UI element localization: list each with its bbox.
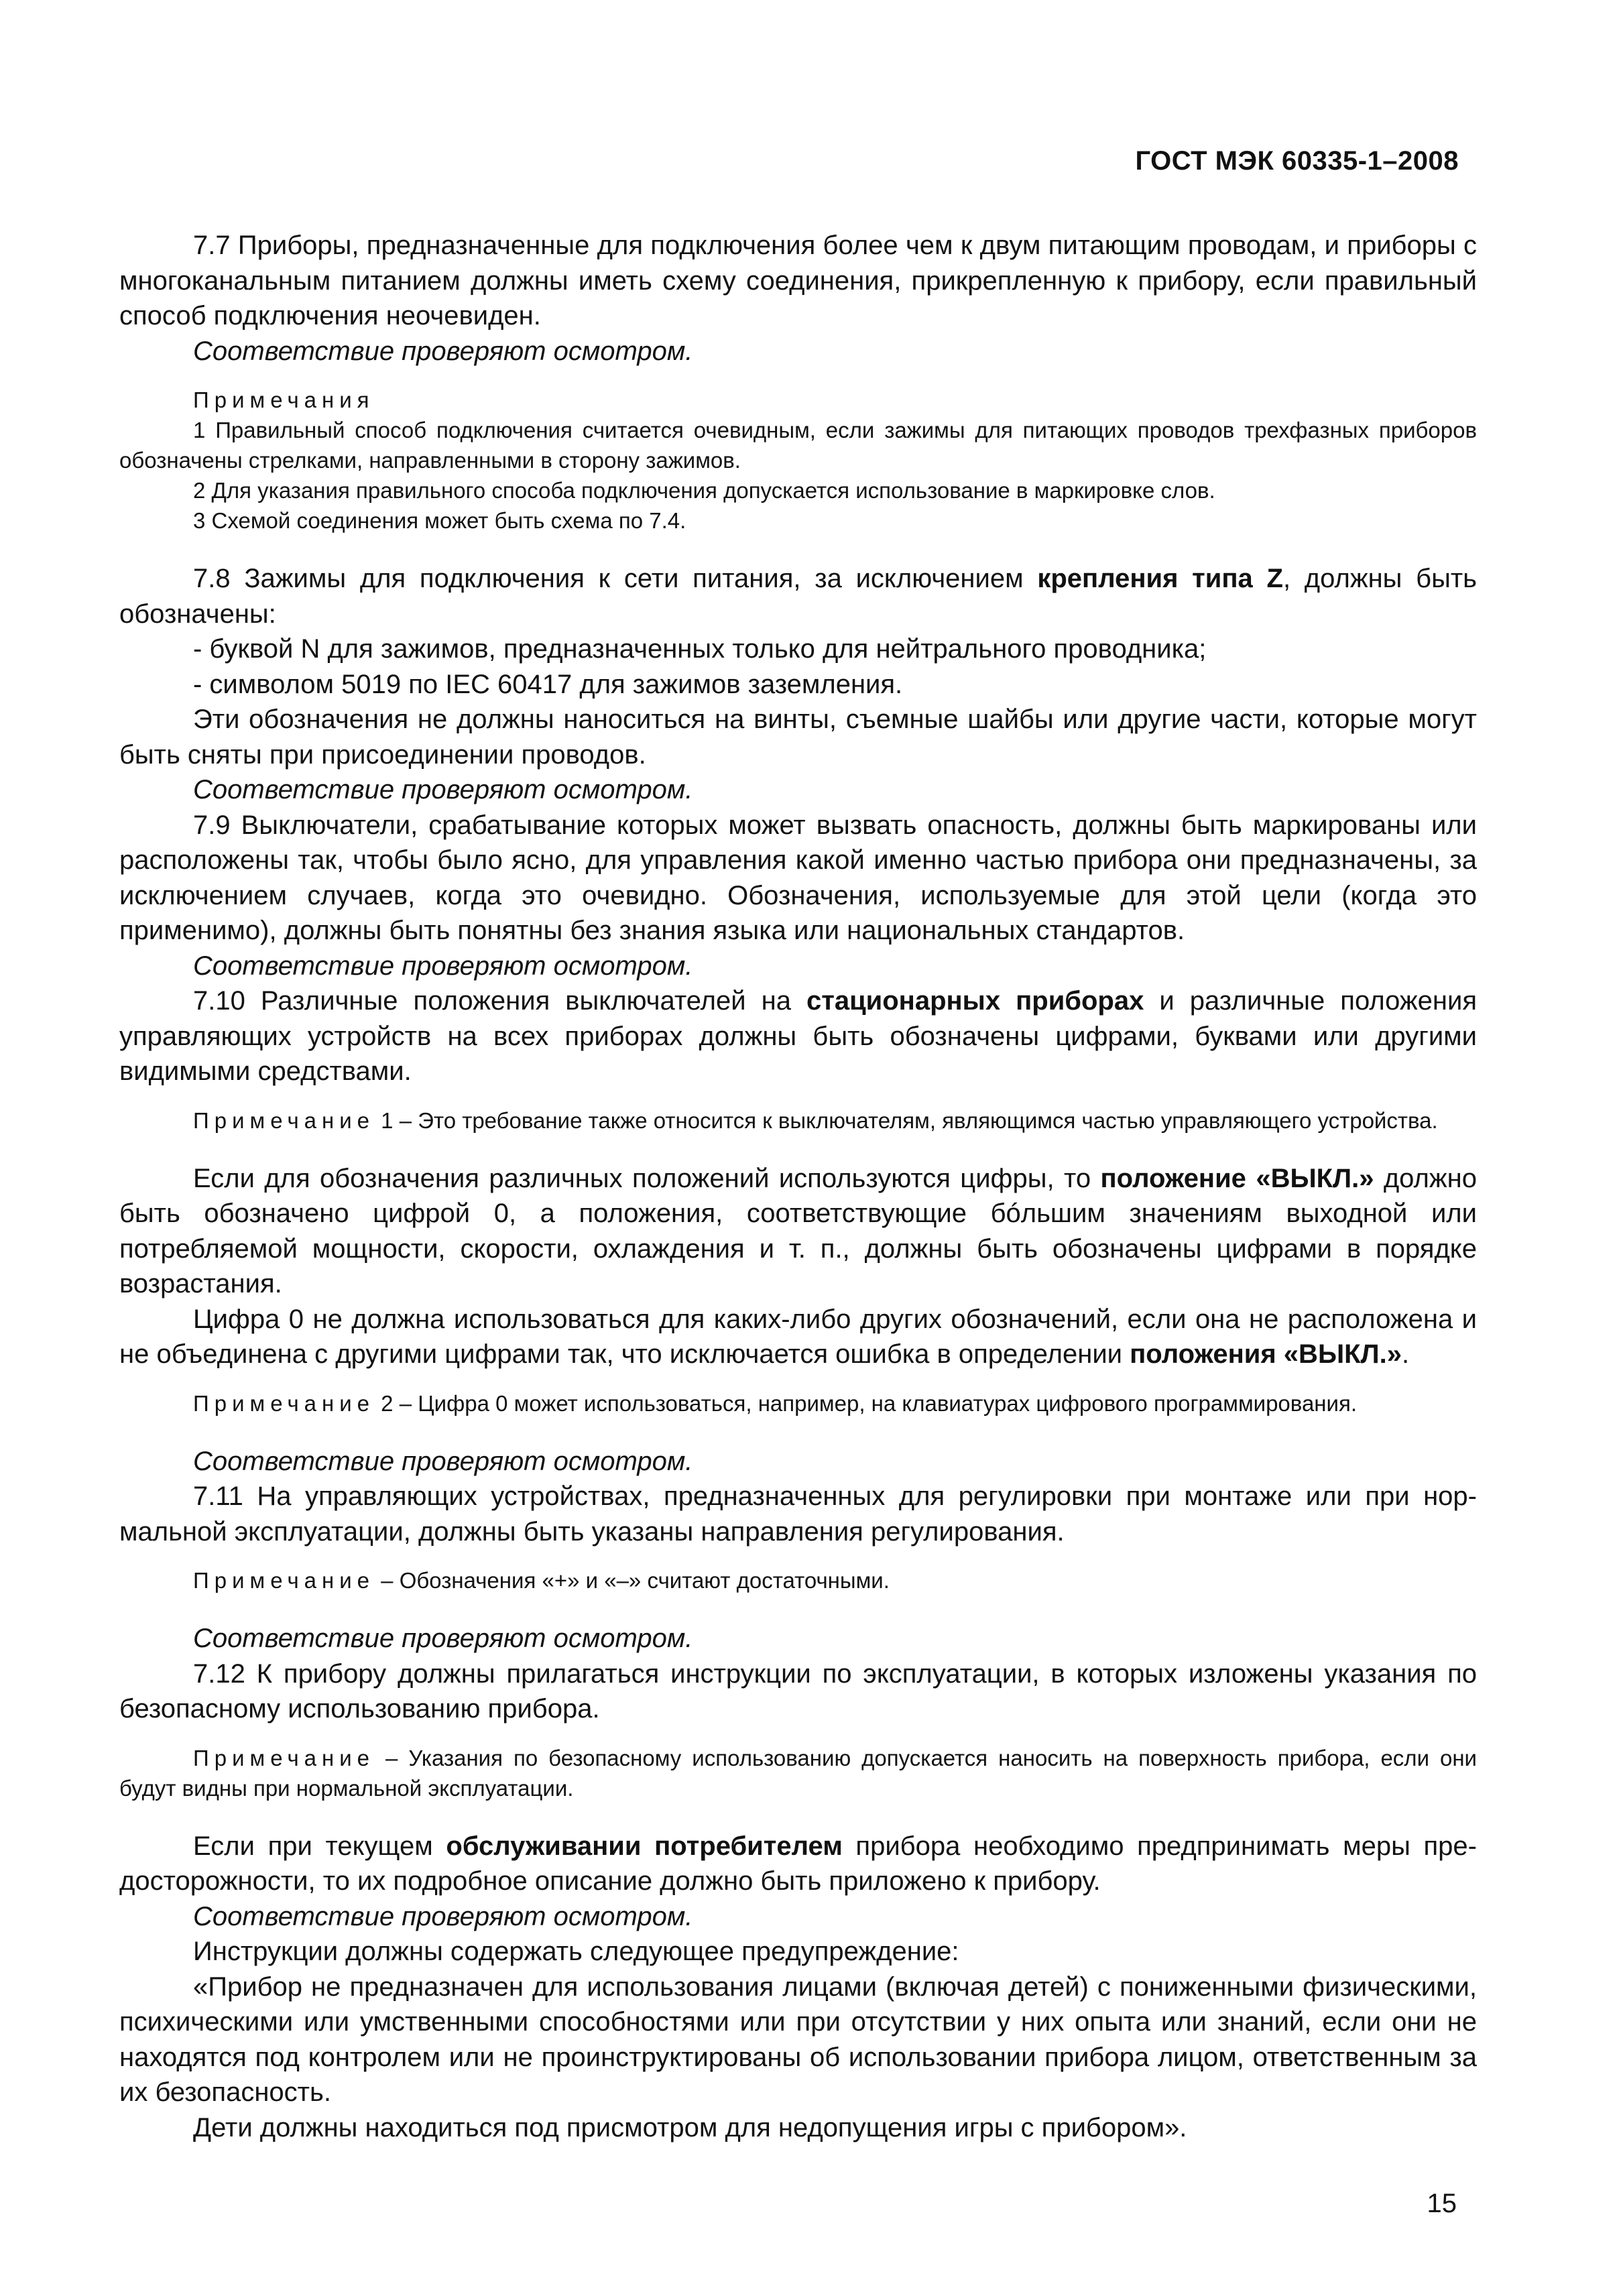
clause-7-12-warning-1: «Прибор не предназначен для использования лицами (включая детей) с пониженными физическими, психическими или умственными способностями или при отсутствии у них опыта или знаний, если они не находятся под контролем или не проинструктированы об использовании прибора лицом, ответственным за их безопасность.	[119, 1972, 1477, 2107]
note-label: Примечание	[193, 1390, 375, 1416]
clause-7-7-note-2: 2 Для указания правильного способа подключения допускается использование в маркировке слов.	[193, 478, 1215, 503]
para-a-after: прибора необходимо предпринимать меры предосторожности, то их подробное описание должно быть приложено к прибору.	[119, 1831, 1477, 1896]
clause-7-9-text: 7.9 Выключатели, срабатывание которых может вызвать опасность, должны быть маркированы или расположены так, чтобы было ясно, для управления какой именно частью прибора они предназначены, за исключением случаев, когда это очевидно. Обозначения, используемые для этой цели (когда это применимо), должны быть понятны без знания языка или национальных стандартов.	[119, 810, 1477, 945]
note-text: – Указания по безопасному использованию допускается наносить на поверхность прибора, если они будут видны при нормальной эксплуатации.	[119, 1745, 1477, 1801]
clause-7-10-text-before: 7.10 Различные положения выключателей на	[193, 986, 806, 1016]
para-a-before: Если для обозначения различных положений используются цифры, то	[193, 1163, 1101, 1193]
clause-7-10-note-1	[119, 1105, 1477, 1136]
clause-7-8-extra: Эти обозначения не должны наноситься на винты, съемные шайбы или другие части, которые могут быть сняты при присоединении проводов.	[119, 705, 1477, 770]
clause-7-11-check: Соответствие проверяют осмотром.	[193, 1624, 693, 1653]
clause-7-7-check: Соответствие проверяют осмотром.	[193, 336, 693, 366]
para-a-bold: положение «ВЫКЛ.»	[1100, 1163, 1374, 1193]
clause-7-10-check: Соответствие проверяют осмотром.	[193, 1446, 693, 1476]
clause-7-12-para-a	[119, 1829, 1477, 1899]
note-label: Примечание	[193, 1107, 375, 1133]
clause-7-10-note-2	[119, 1388, 1477, 1418]
clause-7-10-para-b	[119, 1302, 1477, 1372]
clause-7-7-text: 7.7 Приборы, предназначенные для подключения более чем к двум питающим проводам, и приборы с многоканальным питанием должны иметь схему соединения, прикрепленную к прибору, если правильный способ подключения неочевиден.	[119, 231, 1477, 330]
clause-7-10-text-after: и различные положения управляющих устройств на всех приборах должны быть обозначены цифрами, буквами или другими видимыми средствами.	[119, 986, 1478, 1086]
note-label: Примечание	[193, 1568, 375, 1593]
note-text: – Обозначения «+» и «–» считают достаточными.	[375, 1568, 890, 1593]
clause-7-8-text-after: , должны быть обозначены:	[119, 564, 1477, 629]
clause-7-10-bold-term: стационарных приборах	[806, 986, 1144, 1016]
clause-7-7-notes-heading: Примечания	[193, 387, 375, 412]
clause-7-8-text	[119, 561, 1477, 631]
clause-7-8-item-2: - символом 5019 по IEC 60417 для зажимов заземления.	[193, 669, 903, 699]
para-b-bold: положения «ВЫКЛ.»	[1130, 1339, 1402, 1369]
clause-7-10-para-a	[119, 1161, 1477, 1302]
clause-7-12-warning-2: Дети должны находиться под присмотром для недопущения игры с прибором».	[193, 2112, 1187, 2142]
para-a-after: должно быть обозначено цифрой 0, а положения, соответствующие бóльшим значениям выходной или потребляемой мощности, скорости, охлаждения и т. п., должны быть обозначены цифрами в порядке возрастания.	[119, 1163, 1477, 1298]
clause-7-11-text: 7.11 На управляющих устройствах, предназначенных для регулировки при монтаже или при нормальной эксплуатации, должны быть указаны направления регулирования.	[119, 1482, 1477, 1547]
para-a-before: Если при текущем	[193, 1831, 446, 1861]
clause-7-8-check: Соответствие проверяют осмотром.	[193, 775, 693, 804]
clause-7-8-text-before: 7.8 Зажимы для подключения к сети питания, за исключением	[193, 564, 1038, 593]
clause-7-12-note	[119, 1743, 1477, 1803]
note-text: 1 – Это требование также относится к выключателям, являющимся частью управляющего устройства.	[375, 1107, 1438, 1133]
clause-7-7-note-1: 1 Правильный способ подключения считается очевидным, если зажимы для питающих проводов трехфазных приборов обозначены стрелками, направленными в сторону зажимов.	[119, 418, 1477, 473]
para-b-after: .	[1401, 1339, 1410, 1369]
document-header: ГОСТ МЭК 60335-1–2008	[1135, 146, 1459, 176]
clause-7-7-note-3: 3 Схемой соединения может быть схема по 7.4.	[193, 508, 686, 533]
clause-7-12-instructions-intro: Инструкции должны содержать следующее предупреждение:	[193, 1937, 959, 1966]
para-a-bold: обслуживании потребителем	[446, 1831, 843, 1861]
clause-7-8-bold-term: крепления типа Z	[1037, 564, 1283, 593]
clause-7-9-check: Соответствие проверяют осмотром.	[193, 951, 693, 981]
clause-7-11-note	[119, 1565, 1477, 1595]
page-number: 15	[1427, 2189, 1457, 2218]
note-text: 2 – Цифра 0 может использоваться, например, на клавиатурах цифрового программирования.	[375, 1390, 1357, 1416]
note-label: Примечание	[193, 1745, 375, 1770]
clause-7-12-check: Соответствие проверяют осмотром.	[193, 1901, 693, 1931]
clause-7-10-text	[119, 983, 1477, 1089]
para-b-before: Цифра 0 не должна использоваться для каких-либо других обозначений, если она не расположена и не объединена с другими цифрами так, что исключается ошибка в определении	[119, 1304, 1477, 1369]
page-body	[119, 228, 1477, 2145]
clause-7-8-item-1: - буквой N для зажимов, предназначенных только для нейтрального проводника;	[193, 634, 1207, 664]
clause-7-12-text: 7.12 К прибору должны прилагаться инструкции по эксплуатации, в которых изложены указания по безопасному использованию прибора.	[119, 1658, 1477, 1724]
